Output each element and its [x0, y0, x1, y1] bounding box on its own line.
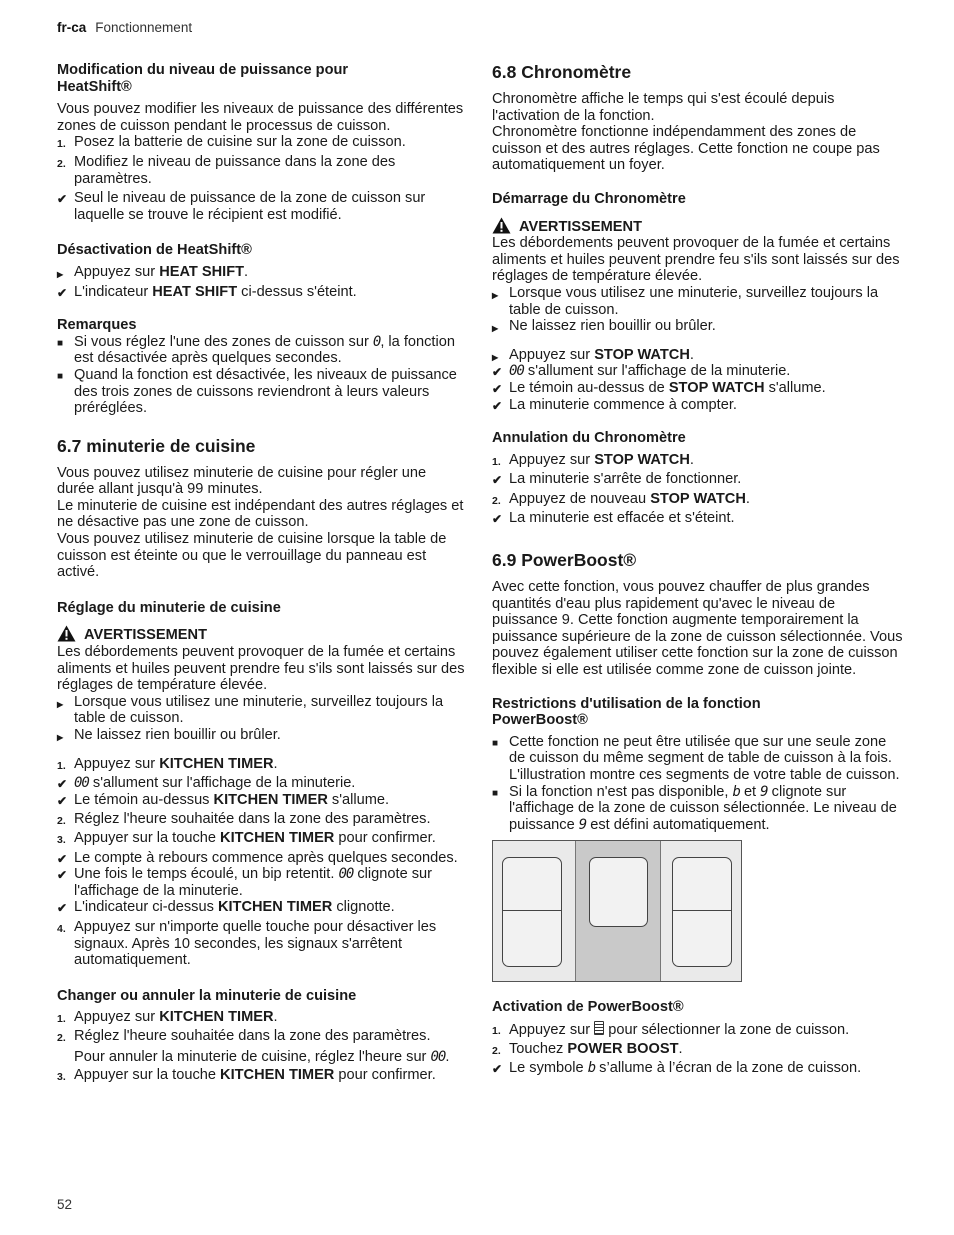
list-item: 1. Posez la batterie de cuisine sur la zone de cuisson. — [57, 134, 406, 151]
notes-heading: Remarques — [57, 317, 137, 334]
warning-triangle-icon — [57, 625, 76, 642]
list-item: ■ Si vous réglez l'une des zones de cuisson sur 0, la fonction est désactivée après quelques secondes. — [57, 333, 455, 367]
activation-heading: Activation de PowerBoost® — [492, 999, 684, 1016]
triangle-bullet-icon: ▶ — [492, 290, 499, 300]
list-item: 3. Appuyer sur la touche KITCHEN TIMER pour confirmer. — [57, 829, 436, 846]
center-cooking-zone — [589, 857, 648, 927]
triangle-bullet-icon: ▶ — [492, 324, 499, 334]
list-item: 4. Appuyez sur n'importe quelle touche pour désactiver les signaux. Après 10 secondes, les signaux s'arrêtent automatiquement. — [57, 918, 437, 969]
left-column — [57, 62, 467, 1084]
list-item: ■ Si la fonction n'est pas disponible, b et 9 clignote sur l'affichage de la zone de cuisson sélectionnée. Le niveau de puissance 9 est défini automatiquement. — [492, 783, 897, 833]
list-item: ▶ Lorsque vous utilisez une minuterie, surveillez toujours la table de cuisson. — [57, 693, 444, 727]
list-item: Pour annuler la minuterie de cuisine, réglez l'heure sur 00. — [74, 1048, 450, 1065]
left-zone-divider — [502, 910, 562, 911]
list-item: ■ Cette fonction ne peut être utilisée que sur une seule zone de cuisson du même segment de table de cuisson à la fois. L'illustration montre ces segments de votre table de cuisson. — [492, 733, 900, 783]
check-icon: ✔ — [57, 851, 68, 866]
check-icon: ✔ — [57, 868, 68, 883]
section-6-7-title: 6.7 minuterie de cuisine — [57, 435, 256, 456]
list-item: ✔ Seul le niveau de puissance de la zone de cuisson sur laquelle se trouve le récipient est modifié. — [57, 190, 426, 223]
powerboost-intro: Avec cette fonction, vous pouvez chauffer de plus grandes quantités d'eau plus rapidement qu'avec le niveau de puissance 9. Cette fonction augmente temporairement la puissance supérieure de la zone de cuisson sélectionnée. Vous pouvez également utiliser cette fonction sur la zone de cuisson flexible si elle est utilisée comme zone de cuisson jointe. — [492, 579, 903, 679]
list-item: 1. Appuyez sur KITCHEN TIMER. — [57, 755, 278, 772]
list-item: 1. Appuyez sur KITCHEN TIMER. — [57, 1009, 278, 1026]
check-icon: ✔ — [57, 901, 68, 916]
list-item: ✔ Le compte à rebours commence après quelques secondes. — [57, 849, 458, 866]
list-item: 3. Appuyer sur la touche KITCHEN TIMER pour confirmer. — [57, 1067, 436, 1084]
square-bullet-icon: ■ — [492, 787, 499, 799]
heatshift-intro: Vous pouvez modifier les niveaux de puissance des différentes zones de cuisson pendant le processus de cuisson. — [57, 101, 464, 134]
warning-text: Les débordements peuvent provoquer de la fumée et certains aliments et huiles peuvent prendre feu s'ils sont laissés sur des réglages de température élevée. — [492, 235, 900, 285]
stopwatch-cancel-heading: Annulation du Chronomètre — [492, 430, 686, 447]
right-column — [492, 62, 904, 1077]
list-item: 2. Modifiez le niveau de puissance dans la zone des paramètres. — [57, 153, 396, 187]
warning-triangle-icon — [492, 217, 511, 234]
page-number: 52 — [57, 1197, 73, 1212]
language-code: fr-ca — [57, 20, 87, 35]
check-icon: ✔ — [492, 365, 503, 380]
check-icon: ✔ — [492, 1062, 503, 1077]
timer-intro: Vous pouvez utilisez minuterie de cuisine pour régler une durée allant jusqu'à 99 minutes. Le minuterie de cuisine est indépendant des autres réglages et ne désactive pas une zone de cuisson. Vous pouvez utilisez minuterie de cuisine lorsque la table de cuisson est éteinte ou que le verrouillage du panneau est activé. — [57, 464, 464, 581]
zone-selector-icon — [594, 1021, 604, 1035]
square-bullet-icon: ■ — [57, 370, 64, 382]
section-name: Fonctionnement — [95, 20, 193, 35]
check-icon: ✔ — [57, 777, 68, 792]
list-item: 2. Réglez l'heure souhaitée dans la zone des paramètres. — [57, 811, 431, 828]
list-item: ▶ Appuyez sur HEAT SHIFT. — [57, 264, 467, 281]
list-item: ✔ La minuterie est effacée et s'éteint. — [492, 510, 735, 527]
triangle-bullet-icon: ▶ — [57, 733, 64, 742]
list-item: ✔ La minuterie commence à compter. — [492, 396, 737, 413]
restrictions-heading: Restrictions d'utilisation de la fonction PowerBoost® — [492, 695, 761, 729]
stopwatch-start-heading: Démarrage du Chronomètre — [492, 190, 686, 207]
check-icon: ✔ — [492, 381, 503, 396]
triangle-bullet-icon: ▶ — [57, 699, 64, 709]
list-item: ▶ Lorsque vous utilisez une minuterie, surveillez toujours la table de cuisson. — [492, 284, 879, 318]
section-6-9-title: 6.9 PowerBoost® — [492, 550, 637, 571]
list-item: ■ Quand la fonction est désactivée, les niveaux de puissance des trois zones de cuissons reviendront à leurs valeurs préréglées. — [57, 366, 457, 417]
list-item: ✔ 00 s'allument sur l'affichage de la minuterie. — [57, 775, 356, 792]
check-icon: ✔ — [57, 285, 68, 300]
list-item: 2. Réglez l'heure souhaitée dans la zone des paramètres. — [57, 1027, 431, 1044]
check-icon: ✔ — [57, 192, 68, 207]
list-item: ▶ Ne laissez rien bouillir ou brûler. — [57, 727, 467, 744]
cooktop-segments-illustration — [492, 840, 742, 982]
list-item: ✔ La minuterie s'arrête de fonctionner. — [492, 471, 742, 488]
list-item: ▶ Appuyez sur STOP WATCH. — [492, 347, 904, 364]
list-item: 2. Appuyez de nouveau STOP WATCH. — [492, 490, 750, 507]
timer-setting-heading: Réglage du minuterie de cuisine — [57, 599, 281, 616]
check-icon: ✔ — [492, 473, 503, 488]
list-item: ✔ Le témoin au-dessus de STOP WATCH s'allume. — [492, 379, 826, 396]
right-cooking-zone — [672, 857, 732, 967]
list-item: ✔ Le symbole b s’allume à l’écran de la zone de cuisson. — [492, 1060, 862, 1077]
list-item: ▶ Ne laissez rien bouillir ou brûler. — [492, 318, 904, 335]
check-icon: ✔ — [57, 793, 68, 808]
change-timer-heading: Changer ou annuler la minuterie de cuisine — [57, 987, 357, 1004]
list-item: ✔ Une fois le temps écoulé, un bip retentit. 00 clignote sur l'affichage de la minuterie. — [57, 866, 433, 899]
square-bullet-icon: ■ — [57, 337, 64, 349]
triangle-bullet-icon: ▶ — [492, 352, 499, 362]
triangle-bullet-icon: ▶ — [57, 269, 64, 279]
check-icon: ✔ — [492, 398, 503, 413]
section-6-8-title: 6.8 Chronomètre — [492, 62, 632, 82]
list-item: ✔ Le témoin au-dessus KITCHEN TIMER s'allume. — [57, 791, 390, 808]
left-cooking-zone — [502, 857, 562, 967]
warning-text: Les débordements peuvent provoquer de la fumée et certains aliments et huiles peuvent prendre feu s'ils sont laissés sur des réglages de température élevée. — [57, 644, 465, 694]
deactivation-heading: Désactivation de HeatShift® — [57, 242, 252, 259]
warning-label: AVERTISSEMENT — [57, 625, 467, 644]
stopwatch-intro: Chronomètre affiche le temps qui s'est écoulé depuis l'activation de la fonction. Chronomètre fonctionne indépendamment des zones de cuisson et des autres réglages. Cette fonction ne coupe pas automatiquement un foyer. — [492, 91, 880, 174]
check-icon: ✔ — [492, 512, 503, 527]
list-item: ✔ 00 s'allument sur l'affichage de la minuterie. — [492, 363, 791, 380]
page-header — [57, 20, 192, 35]
list-item: ✔ L'indicateur ci-dessus KITCHEN TIMER clignotte. — [57, 899, 395, 916]
right-zone-divider — [672, 910, 732, 911]
list-item: 1. Appuyez sur pour sélectionner la zone de cuisson. — [492, 1021, 850, 1038]
list-item: ✔ L'indicateur HEAT SHIFT ci-dessus s'éteint. — [57, 283, 357, 300]
warning-label: AVERTISSEMENT — [492, 217, 904, 236]
square-bullet-icon: ■ — [492, 737, 499, 749]
heatshift-heading: Modification du niveau de puissance pour HeatShift® — [57, 62, 349, 95]
list-item: 2. Touchez POWER BOOST. — [492, 1040, 683, 1057]
list-item: 1. Appuyez sur STOP WATCH. — [492, 451, 694, 468]
